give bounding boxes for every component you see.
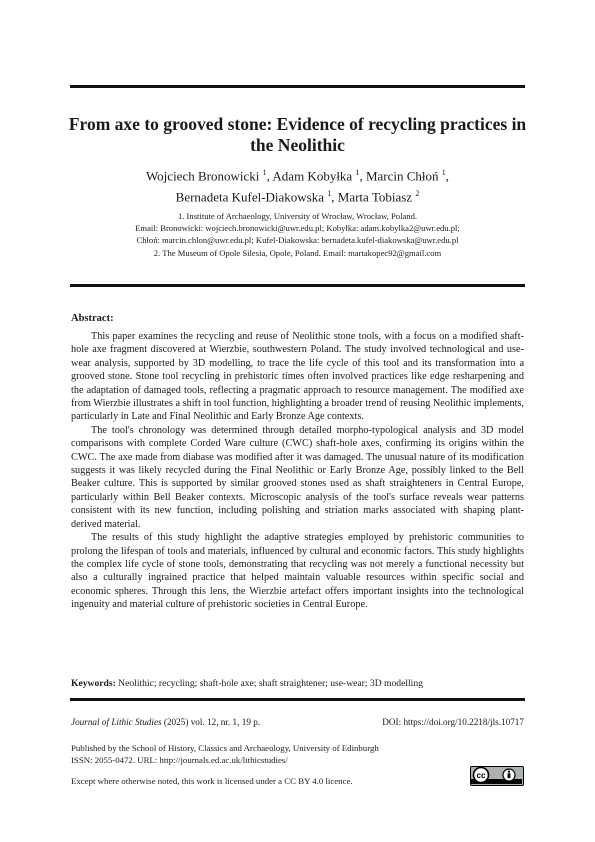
author-name: Adam Kobyłka: [272, 168, 353, 184]
keywords: [71, 678, 524, 689]
affiliation-mark: 1: [441, 168, 446, 177]
abstract-body: [71, 330, 524, 612]
journal-reference: [71, 717, 260, 727]
affiliation-line: 2. The Museum of Opole Silesia, Opole, Poland. Email: martakopec92@gmail.com: [153, 247, 442, 258]
journal-name: Journal of Lithic Studies: [71, 717, 162, 727]
email-line: Email: Bronowicki: wojciech.bronowicki@uwr.edu.pl; Kobyłka: adam.kobylka2@uwr.edu.pl;: [135, 223, 460, 234]
paper-title: From axe to grooved stone: Evidence of recycling practices in the Neolithic: [68, 114, 527, 155]
keywords-label: Keywords:: [71, 678, 116, 689]
cc-by-license-icon[interactable]: [470, 766, 524, 786]
section-rule: [70, 284, 525, 287]
author-name: Wojciech Bronowicki: [145, 168, 260, 184]
author-list: Wojciech Bronowicki $^1$, Adam Kobyłka $^1$, Marcin Chłoń $^1$, Bernadeta Kufel-Diakowska $^1$, Marta Tobiasz $^2$: [145, 168, 450, 205]
author-name: Marta Tobiasz: [337, 189, 413, 205]
cc-icon-text: cc: [476, 771, 486, 780]
email-line: Chłoń: marcin.chlon@uwr.edu.pl; Kufel-Diakowska: bernadeta.kufel-diakowska@uwr.edu.pl: [136, 235, 459, 246]
abstract-paragraph: The tool's chronology was determined through detailed morpho-typological analysis and 3D model comparisons with complete Corded Ware culture (CWC) shaft-hole axes, confirming its origins within the CWC. The axe made from diabase was modified after it was damaged. The unusual nature of its modification suggests it was likely recycled during the Final Neolithic or Early Bronze Age, possibly linked to the Bell Beaker culture. This is supported by similar grooved stones used as shaft straighteners in Central Europe, particularly within Bell Beaker contexts. Microscopic analysis of the tool's surface reveals wear patterns consistent with its new function, including polishing and striation marks associated with shaping plant-derived material.: [71, 424, 524, 530]
publisher-line: Published by the School of History, Classics and Archaeology, University of Edinburgh: [71, 743, 379, 753]
abstract-paragraph: This paper examines the recycling and reuse of Neolithic stone tools, with a focus on a modified shaft-hole axe fragment discovered at Wierzbie, southwestern Poland. The study involved technological and use-wear analysis, supported by 3D modelling, to trace the life cycle of this tool and its transformation into a grooved stone. Stone tool recycling in prehistoric times often involved practices like edge resharpening and the adaptation of damaged tools, reflecting a pragmatic approach to resource management. The modified axe from Wierzbie illustrates a shift in tool function, highlighting a broader trend of reusing Neolithic implements, particularly in Late and Final Neolithic and Early Bronze Age contexts.: [71, 331, 524, 423]
author-name: Bernadeta Kufel-Diakowska: [175, 189, 325, 205]
doi-link[interactable]: DOI: https://doi.org/10.2218/jls.10717: [382, 717, 524, 727]
author-name: Marcin Chłoń: [365, 168, 439, 184]
affiliation-mark: 1: [355, 168, 360, 177]
abstract-paragraph: The results of this study highlight the adaptive strategies employed by prehistoric communities to prolong the lifespan of tools and materials, influenced by cultural and economic factors. This study highlights the complex life cycle of stone tools, demonstrating that recycling was not merely a functional necessity but also a culturally ingrained practice that helped maintain valuable resources within specific social and economic spheres. Through this lens, the Wierzbie artefact offers important insights into the technological ingenuity and material culture of prehistoric societies in Central Europe.: [71, 532, 524, 611]
footer-rule: [70, 698, 525, 701]
abstract-heading: Abstract:: [71, 313, 114, 324]
affiliation-mark: 2: [415, 189, 420, 199]
cc-by-badge-graphic: [471, 767, 522, 784]
top-rule: [70, 85, 525, 88]
journal-volume: (2025) vol. 12, nr. 1, 19 p.: [161, 717, 261, 727]
publisher-info: [71, 742, 524, 766]
affiliation-line: 1. Institute of Archaeology, University of Wrocław, Wrocław, Poland.: [177, 211, 418, 221]
keywords-text: Neolithic; recycling; shaft-hole axe; shaft straightener; use-wear; 3D modelling: [118, 678, 423, 689]
license-text: Except where otherwise noted, this work is licensed under a CC BY 4.0 licence.: [71, 776, 353, 786]
affiliation-mark: 1: [327, 189, 332, 199]
issn-url-line[interactable]: ISSN: 2055-0472. URL: http://journals.ed.ac.uk/lithicstudies/: [71, 755, 288, 765]
affiliations: [60, 210, 535, 259]
affiliation-mark: 1: [262, 168, 267, 177]
